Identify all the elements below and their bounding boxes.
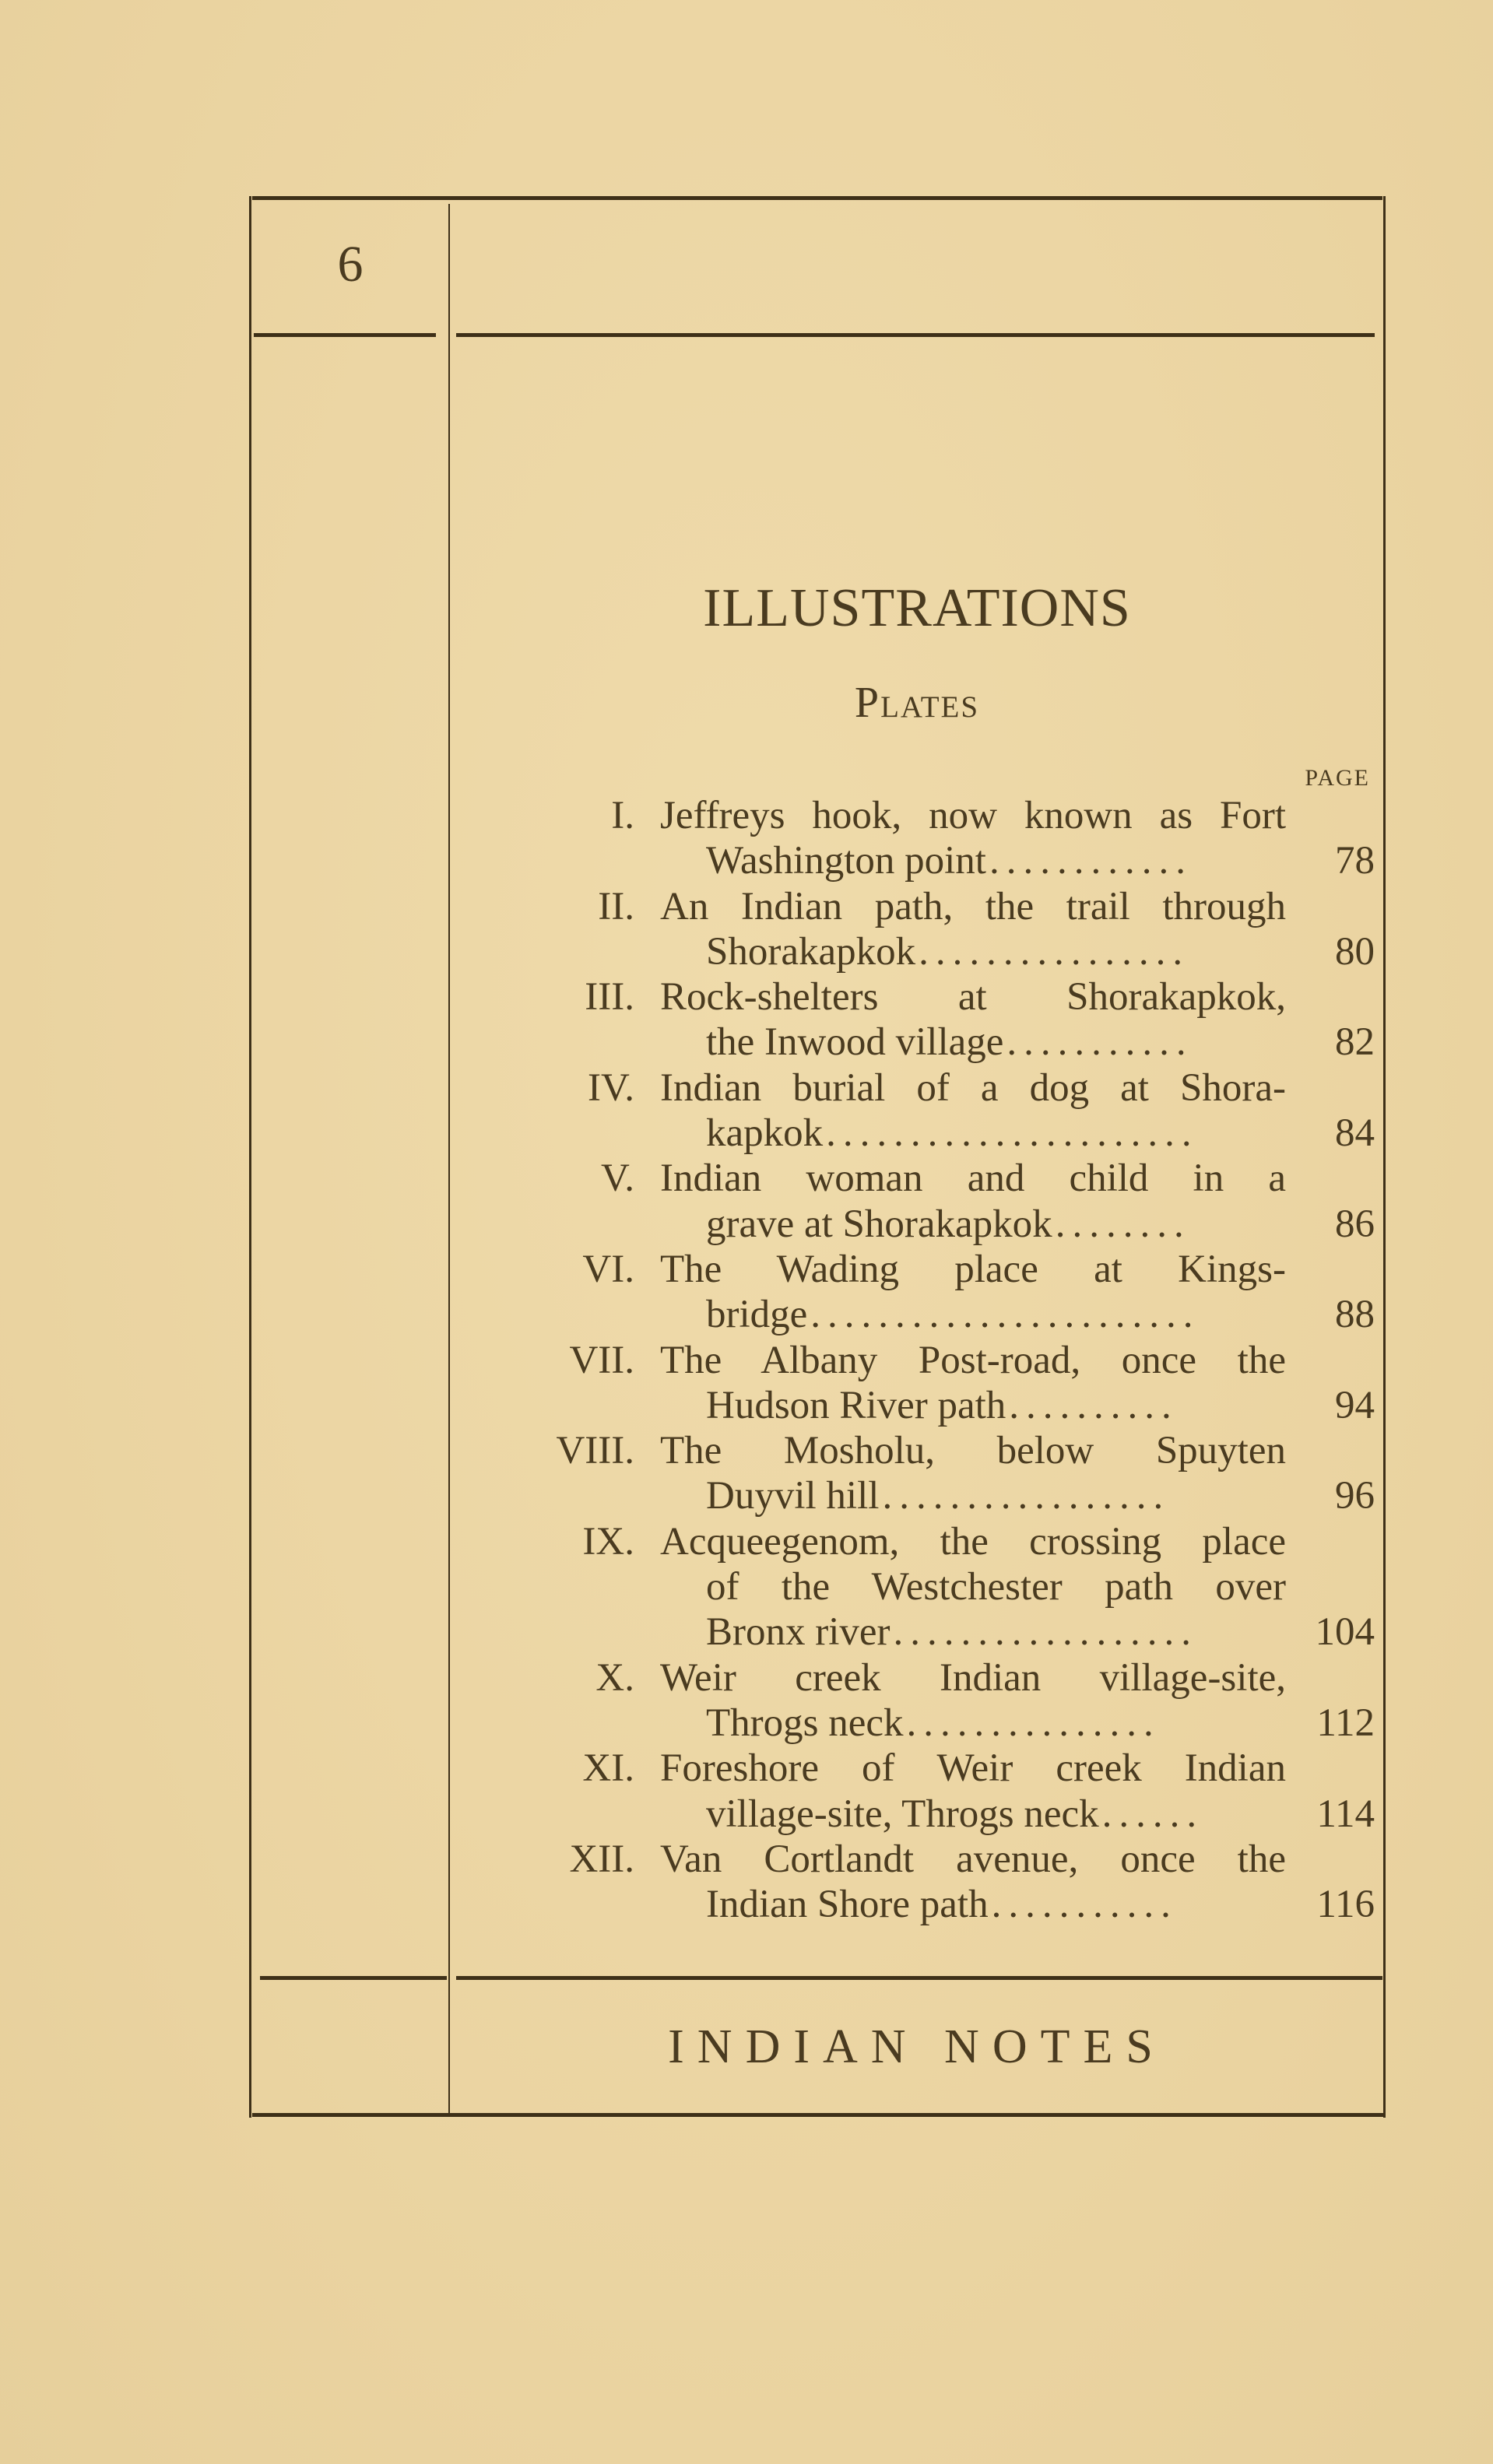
plate-numeral: VIII. — [556, 1429, 634, 1473]
plate-entry — [467, 884, 1375, 975]
plate-entry-line — [467, 1701, 1375, 1746]
plate-entry-line — [467, 1202, 1375, 1247]
plate-caption-text: The Wading place at Kings- — [660, 1247, 1286, 1291]
plate-caption-text: kapkok — [706, 1111, 824, 1156]
section-subtitle: Plates — [854, 679, 980, 727]
plate-caption-text: Throgs neck — [706, 1701, 904, 1745]
plate-caption-text: Bronx river — [706, 1610, 891, 1655]
footer-rule-left — [260, 1976, 447, 1980]
frame-column-divider — [448, 204, 450, 2115]
plate-numeral: II. — [598, 884, 634, 928]
plate-numeral: X. — [595, 1655, 634, 1700]
plate-page-number[interactable]: 84 — [1335, 1111, 1375, 1156]
plate-entry-line — [467, 793, 1375, 838]
plate-page-number[interactable]: 116 — [1316, 1883, 1375, 1927]
plate-page-number[interactable]: 96 — [1335, 1474, 1375, 1518]
plate-caption-last-line — [706, 1111, 1286, 1156]
leader-dots: ................. — [882, 1474, 1171, 1518]
plate-entry — [467, 1247, 1375, 1338]
plate-numeral: III. — [585, 975, 634, 1020]
plate-page-number[interactable]: 82 — [1335, 1020, 1375, 1065]
plate-numeral: I. — [611, 794, 634, 837]
plate-caption-last-line — [706, 1701, 1286, 1746]
plate-page-number[interactable]: 104 — [1315, 1610, 1375, 1655]
plate-entry-line — [467, 1564, 1375, 1609]
frame-right-border — [1383, 196, 1386, 2118]
leader-dots: ...... — [1101, 1792, 1204, 1836]
plate-entry — [467, 1428, 1375, 1519]
plate-entry-line — [467, 1655, 1375, 1701]
plate-page-number[interactable]: 114 — [1316, 1792, 1375, 1836]
footer-rule-right — [456, 1976, 1382, 1980]
plate-entry-line — [467, 1609, 1375, 1655]
plate-entry — [467, 1065, 1375, 1157]
plate-caption-text: Indian woman and child in a — [660, 1157, 1286, 1201]
plate-caption-text: Jeffreys hook, now known as Fort — [660, 794, 1286, 837]
page-number-folio: 6 — [337, 236, 364, 293]
plate-caption-text: grave at Shorakapkok — [706, 1202, 1052, 1246]
plate-entry-line — [467, 974, 1375, 1020]
plate-numeral: V. — [600, 1157, 634, 1201]
plate-entry-line — [467, 1020, 1375, 1065]
plate-numeral: XI. — [582, 1746, 634, 1791]
plate-entry-line — [467, 1338, 1375, 1383]
plate-entry-line — [467, 1111, 1375, 1156]
plate-entry-line — [467, 1792, 1375, 1837]
plate-caption-last-line — [706, 1473, 1286, 1518]
plate-page-number[interactable]: 112 — [1316, 1701, 1375, 1745]
plate-caption-last-line — [706, 838, 1286, 883]
plate-caption-text: Rock-shelters at Shorakapkok, — [660, 975, 1286, 1020]
plate-caption-text: Hudson River path — [706, 1383, 1006, 1427]
plate-entry — [467, 974, 1375, 1065]
plate-entry-line — [467, 1065, 1375, 1111]
plate-entry-line — [467, 1383, 1375, 1428]
plate-page-number[interactable]: 78 — [1335, 839, 1375, 883]
plate-caption-text: The Mosholu, below Spuyten — [660, 1429, 1286, 1473]
plate-entry-line — [467, 884, 1375, 929]
plate-entry-line — [467, 1473, 1375, 1518]
leader-dots: ............... — [906, 1701, 1161, 1745]
frame-bottom-rule — [252, 2113, 1386, 2117]
plate-entry — [467, 1338, 1375, 1429]
plate-caption-text: Acqueegenom, the crossing place — [660, 1519, 1286, 1564]
plate-caption-text: Weir creek Indian village-site, — [660, 1655, 1286, 1700]
plate-entry-line — [467, 1428, 1375, 1473]
frame-left-border — [249, 196, 251, 2118]
frame-top-rule — [252, 196, 1382, 200]
plate-page-number[interactable]: 88 — [1335, 1293, 1375, 1337]
plate-page-number[interactable]: 80 — [1335, 929, 1375, 974]
plate-entry — [467, 1746, 1375, 1837]
plate-entry-line — [467, 1837, 1375, 1882]
leader-dots: .......... — [1009, 1383, 1179, 1427]
plate-entry-line — [467, 1519, 1375, 1564]
plate-entry — [467, 793, 1375, 884]
leader-dots: ...................... — [826, 1111, 1199, 1156]
plate-caption-last-line — [706, 929, 1286, 974]
plate-caption-last-line — [706, 1292, 1286, 1337]
leader-dots: ................ — [919, 929, 1190, 974]
plate-entry — [467, 1837, 1375, 1928]
plate-entry-line — [467, 838, 1375, 883]
plate-numeral: XII. — [569, 1837, 634, 1881]
plate-caption-text: Duyvil hill — [706, 1474, 880, 1518]
plate-caption-text: Washington point — [706, 839, 986, 883]
leader-dots: ........ — [1055, 1202, 1191, 1246]
plate-caption-text: Indian Shore path — [706, 1883, 989, 1927]
plate-caption-text: village-site, Throgs neck — [706, 1792, 1099, 1836]
plate-entry — [467, 1655, 1375, 1746]
plate-caption-text: Van Cortlandt avenue, once the — [660, 1837, 1286, 1881]
leader-dots: ........... — [1006, 1020, 1193, 1065]
plate-numeral: IX. — [582, 1519, 634, 1564]
plate-caption-last-line — [706, 1020, 1286, 1065]
plate-caption-text: bridge — [706, 1293, 808, 1337]
header-rule-right — [456, 333, 1375, 337]
plate-caption-text: Shorakapkok — [706, 929, 916, 974]
running-foot: INDIAN NOTES — [668, 2020, 1166, 2073]
plate-caption-text: Foreshore of Weir creek Indian — [660, 1746, 1286, 1791]
leader-dots: ........... — [991, 1883, 1178, 1927]
plate-entry-line — [467, 1746, 1375, 1791]
plate-page-number[interactable]: 94 — [1335, 1383, 1375, 1427]
plate-numeral: IV. — [588, 1065, 634, 1110]
plate-caption-text: of the Westchester path over — [706, 1565, 1286, 1609]
header-rule-left — [254, 333, 436, 337]
plate-page-number[interactable]: 86 — [1335, 1202, 1375, 1246]
plate-entry-line — [467, 1247, 1375, 1292]
plate-caption-text: Indian burial of a dog at Shora- — [660, 1065, 1286, 1110]
plate-caption-last-line — [706, 1609, 1286, 1655]
plate-caption-text: the Inwood village — [706, 1020, 1004, 1065]
section-title: ILLUSTRATIONS — [703, 578, 1131, 638]
plate-numeral: VI. — [582, 1247, 634, 1291]
plate-entry-line — [467, 1292, 1375, 1337]
plate-caption-last-line — [706, 1882, 1286, 1927]
plate-caption-last-line — [706, 1383, 1286, 1428]
leader-dots: ....................... — [810, 1293, 1200, 1337]
plate-numeral: VII. — [569, 1338, 634, 1382]
plate-entry — [467, 1519, 1375, 1655]
plate-caption-text: An Indian path, the trail through — [660, 884, 1286, 928]
plates-list — [467, 793, 1375, 1927]
leader-dots: ............ — [989, 839, 1193, 883]
plate-entry-line — [467, 1882, 1375, 1927]
plate-entry-line — [467, 929, 1375, 974]
plate-entry — [467, 1156, 1375, 1247]
plate-caption-last-line — [706, 1792, 1286, 1837]
plate-entry-line — [467, 1156, 1375, 1201]
leader-dots: .................. — [893, 1610, 1199, 1655]
page-column-label: PAGE — [1305, 765, 1370, 791]
plate-caption-last-line — [706, 1202, 1286, 1247]
plate-caption-text: The Albany Post-road, once the — [660, 1338, 1286, 1382]
